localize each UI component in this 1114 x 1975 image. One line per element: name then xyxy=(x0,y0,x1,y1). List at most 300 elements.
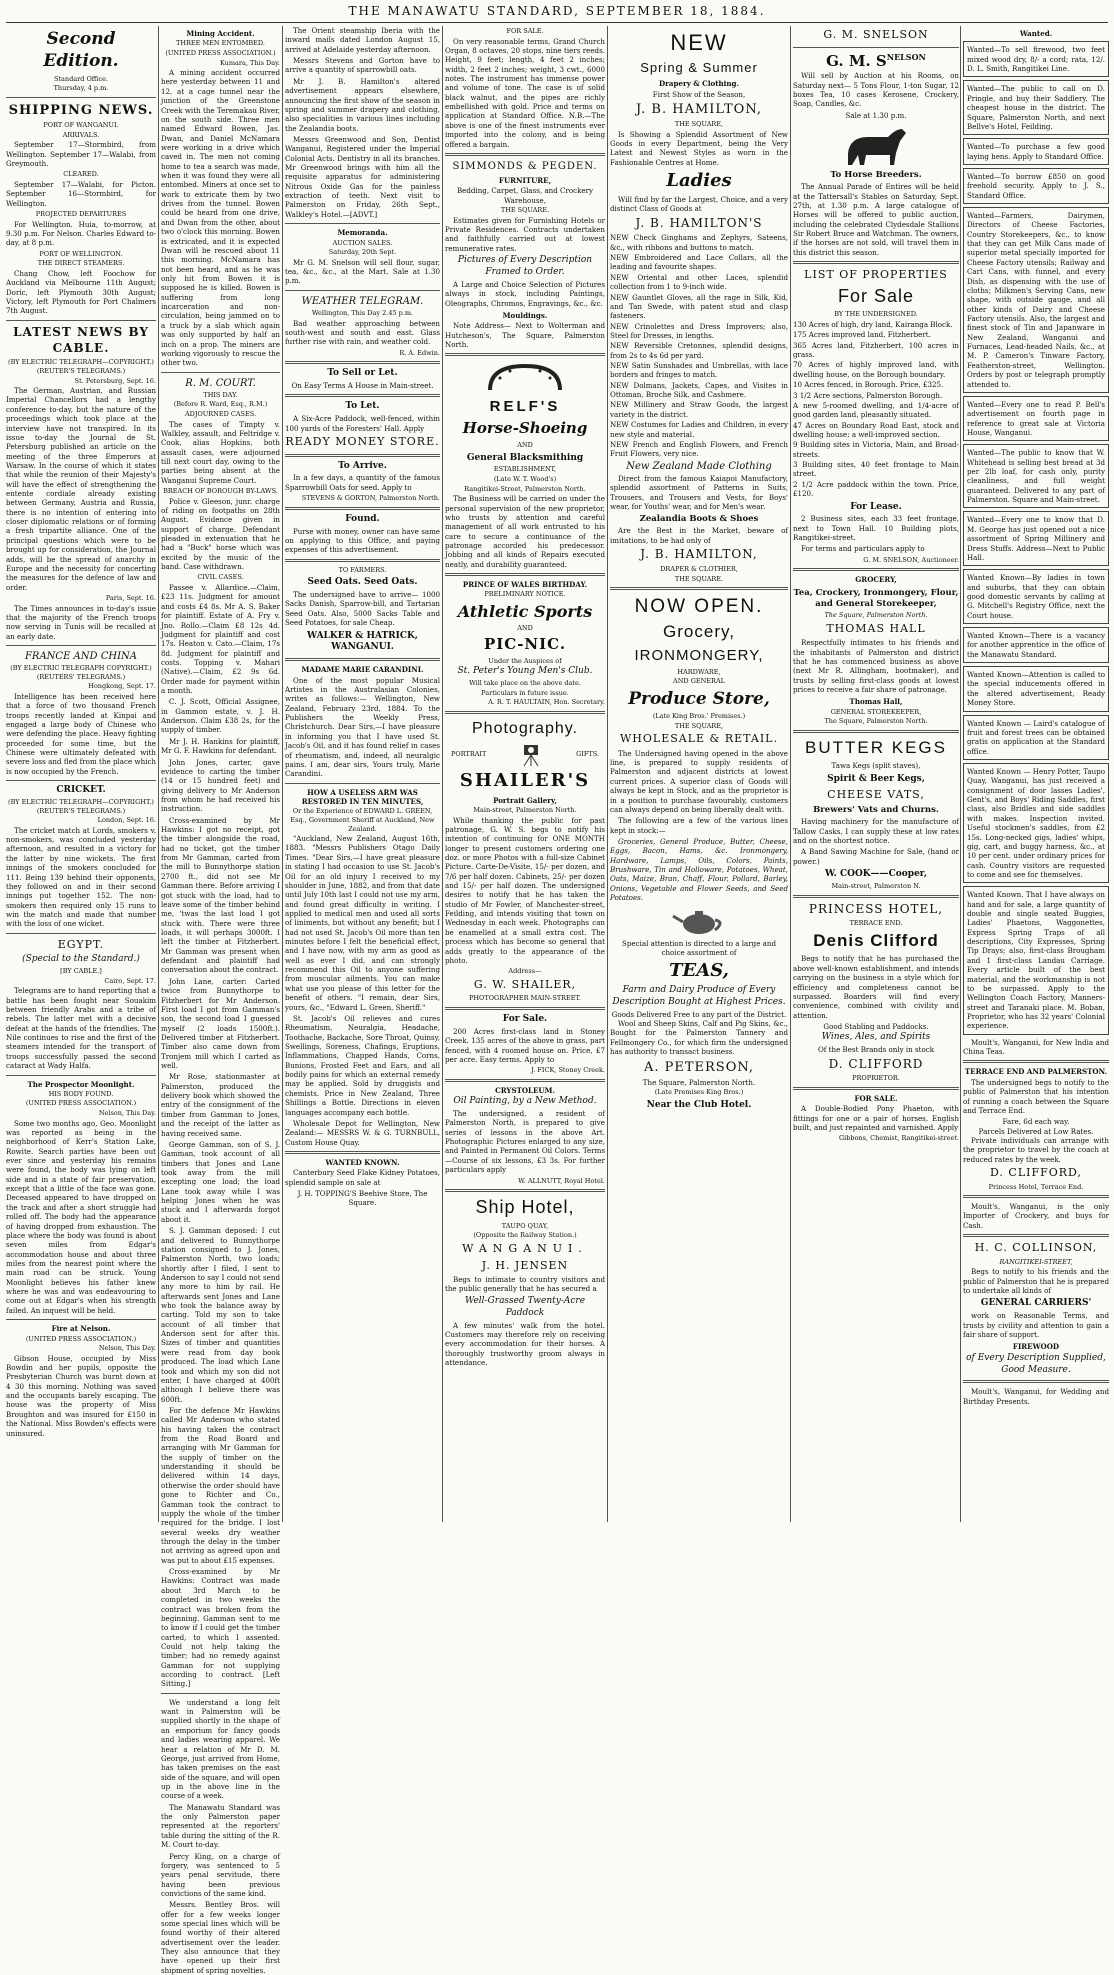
crystoleum-text: The undersigned, a resident of Palmerston North, is prepared to give series of lessons in the above Art. Photographic Pictures enlarged to any size, and Painted in Permanent Oil Colors. Terms—Course of six lessons, £3 3s. For further particulars apply xyxy=(445,1109,605,1175)
property-item: 47 Acres on Boundary Road East, stock and dwelling house; a well-improved section. xyxy=(793,420,959,439)
column-rule xyxy=(282,26,283,1522)
fc-sub: (BY ELECTRIC TELEGRAPH COPYRIGHT.) (REUTERS' TELEGRAMS.) xyxy=(10,664,152,681)
farmers-title: TO FARMERS. xyxy=(338,565,387,574)
new-item: NEW Gauntlet Gloves, all the rage in Silk, Kid, and Tan Swede, with patent stud and clasp fasteners. xyxy=(610,292,788,321)
wanted-ad: Wanted Known — Henry Potter, Taupo Quay, Wanganui, has just received a consignment of door lasses Ladies', Gent's, and Boys' Riding Saddles, first class, also Bridles and side saddles with makes. Inspection invited. Useful stockmen's saddles, from £2 15s. Long-necked gigs, ladies' whips, gig, cart, and buggy harness, &c., at 10 per cent. under ordinary prices for cash. Country visitors are requested to come and see for themselves. xyxy=(963,763,1109,883)
rm-day: THIS DAY. xyxy=(203,390,238,399)
wanted-ad: Wanted—The public to know that W. Whitehead is selling best bread at 3d per 2lb loaf, for cash only, purity cleanliness, and full weight guaranteed. Delivered to any part of Palmerston. Square and Main-street. xyxy=(963,444,1109,508)
brands: Of the Best Brands only in stock xyxy=(817,1045,935,1055)
mining-title: Mining Accident. xyxy=(186,29,255,38)
notice: PRELIMINARY NOTICE. xyxy=(484,590,566,599)
cable-sub: (BY ELECTRIC TELEGRAPH—COPYRIGHT.) (REUTER'S TELEGRAMS.) xyxy=(8,358,154,375)
place: Will take place on the above date. xyxy=(469,678,581,687)
rm-text: Passee v. Allardice.—Claim, £23 11s. Judgment for amount and costs £4 8s. Mr A. S. Baker for plaintiff. Estate of A. Fry v. Jno. Rollo.—Claim £8 12s 4d. Judgment for plaintiff and cost 17s. Heaton v. Cato.—Claim, 17s 8d. Judgment for plaintiff and costs. Topping v. Mahari (Native).—Claim, £2 9s 6d. Order made for payment within a month. xyxy=(161,583,280,696)
pictures-title: Pictures of Every Description Framed to Order. xyxy=(457,255,593,278)
departures-label: PROJECTED DEPARTURES xyxy=(35,210,127,219)
edition-office: Standard Office. xyxy=(53,74,109,83)
opposite: (Opposite the Railway Station.) xyxy=(473,1231,577,1240)
snelson: G. M. SNELSON, Auctioneer. xyxy=(863,555,959,564)
rm-text: The cases of Timpty v. Walkley, assault, and Feltridge v. Cook, alias Hopkins, both assault cases, were adjourned till next court day, owing to the parties being absent at the Wanganui Supreme Court. xyxy=(161,419,280,485)
rm-text: We understand a long felt want in Palmerston will be supplied shortly in the shape of an emporium for fancy goods and ladies wearing apparel. We hear a relation of Mr D. M. George, just arrived from Home, has taken premises on the east side of the square, and will open up in the above line in the course of a week. xyxy=(161,1697,280,1801)
arrivals-label: ARRIVALS. xyxy=(62,130,100,139)
relf-est: ESTABLISHMENT, xyxy=(493,465,557,474)
cricket-sub: (BY ELECTRIC TELEGRAPH—COPYRIGHT.) (REUTER'S TELEGRAMS.) xyxy=(8,798,154,815)
lines: Groceries, General Produce, Butter, Cheese, Eggs, Bacon, Hams, &c. Ironmongery, Hardware, Lamps, Oils, Colors, Paints, Brushware, Tin and Holloware, Potatoes, Wheat, Oats, Maize, Bran, Chaff, Flour, Pollard, Barley, Onions, Vegetable and Flower Seeds, and Seed Potatoes. xyxy=(610,837,788,903)
sale-at: Sale at 1.30 p.m. xyxy=(845,110,907,120)
cheese: CHEESE VATS, xyxy=(827,787,925,801)
haultain: A. R. T. HAULTAIN, Hon. Secretary. xyxy=(488,698,605,707)
photo-title: Photography. xyxy=(472,719,578,737)
carriers: GENERAL CARRIERS' xyxy=(980,1298,1092,1309)
cable-title: LATEST NEWS BY CABLE. xyxy=(13,324,149,355)
column-4 xyxy=(445,26,605,1522)
spirit: Spirit & Beer Kegs, xyxy=(827,773,925,784)
wanted-ad: Wanted Known — Laird's catalogue of fruit and forest trees can be obtained gratis on application at the Standard office. xyxy=(963,715,1109,760)
gms: G. M. S xyxy=(826,51,887,70)
peterson: A. PETERSON, xyxy=(643,1059,755,1075)
breeders: To Horse Breeders. xyxy=(830,170,922,181)
peters: St. Peter's Young Men's Club. xyxy=(457,666,593,677)
teas: TEAS, xyxy=(669,960,729,982)
egypt-dateline: Cairo, Sept. 17. xyxy=(104,976,156,985)
cleared-text: September 17—Walabi, for Picton. September 16—Stormbird, for Wellington. xyxy=(6,180,156,208)
mouldings-text: Note Address— Next to Wolterman and Hutcheson's, The Square, Palmerston North. xyxy=(445,321,605,350)
sell-text: On Easy Terms A House in Main-street. xyxy=(291,381,434,391)
particulars: Particulars in future issue. xyxy=(481,688,569,697)
horseshoe-illustration-icon xyxy=(480,360,570,394)
property-item: 10 Acres fenced, in Borough. Price, £325. xyxy=(793,380,944,390)
properties-list xyxy=(793,320,959,498)
peterson-addr: The Square, Palmerston North. xyxy=(642,1077,756,1087)
wanted-ad: Wanted Known—Attention is called to the special inducements offered in the altered advertisement, Ready Money Store. xyxy=(963,666,1109,711)
ladies: Ladies xyxy=(666,170,732,192)
rm-text: Cross-examined by Mr Hawkins: Contract was made about 3rd March to be completed in two weeks the contract was broken from the beginning. Gamman sent to me to know if I could get the timber carted, to which I assented. Could not help taking the timber; had no remedy against Gamman for not supplying according to contract. [Left Sitting.] xyxy=(161,1567,280,1689)
and-general: AND GENERAL xyxy=(673,677,725,686)
column-3 xyxy=(285,26,440,1522)
jensen-text: Begs to intimate to country visitors and the public generally that he has secured a xyxy=(445,1275,605,1294)
steamers-text: Chang Chow, left Foochow for Auckland via Melbourne 11th August; Doric, left Plymouth 30th August; Victory, left Plymouth for Port Chalmers 7th August. xyxy=(6,268,156,316)
column-rule xyxy=(442,26,443,1522)
cricket-title: CRICKET. xyxy=(56,785,106,796)
the-square: THE SQUARE, xyxy=(674,721,724,730)
hall2: Thomas Hall, xyxy=(849,697,903,707)
auction-title: AUCTION SALES. xyxy=(332,238,393,247)
machinery: Having machinery for the manufacture of Tallow Casks, I can supply these at low rates and on the shortest notice. xyxy=(793,817,959,846)
shailer-text: While thanking the public for past patronage, G. W. S. begs to notify his intention of continuing for ONE MONTH longer to present customers ordering one doz. or more Photos with a full-size Cabinet Picture. Carte-De-Visite, 15/- per dozen, and 7/6 per half dozen. Cabinets, 25/- per dozen and 15/- per half dozen. The undersigned desires to notify that he has taken the studio of Mr Fowler, of Manchester-street, Feilding, and intends visiting that town on Wednesday in each week. Photographs can be enamelled at a small extra cost. The process which has become so general that adds greatly to the appearance of the photo. xyxy=(445,815,605,965)
list-title: LIST OF PROPERTIES xyxy=(804,268,948,282)
port-wellington: PORT OF WELLINGTON. xyxy=(39,249,123,258)
useless-sub: Or the Experience of EDWARD L. GREEN, Esq., Government Sheriff at Auckland, New Zealand. xyxy=(290,807,435,833)
proprietor: PROPRIETOR. xyxy=(852,1074,900,1083)
column-6 xyxy=(793,26,959,1522)
egypt-text: Telegrams are to hand reporting that a battle has been fought near Souakim between friendly Arabs and a tribe of rebels. The latter met with a decisive defeat at the hands of the friendlies. The Nile continues to rise and the first of the steamers intended for the transport of troops successfully passed the second cataract at Wady Halfa. xyxy=(6,986,156,1071)
wanted: Wanted. xyxy=(1019,29,1053,38)
fire-text: Gibson House, occupied by Miss Bowdin and her pupils, opposite the Presbyterian Church was burnt down at 4 30 this morning. Nothing was saved and the occupants barely escaping. The house was the property of Miss Broughton and was insured for £150 in the National. Miss Bowden's effects were uninsured. xyxy=(6,1353,156,1438)
spring: Spring & Summer xyxy=(640,60,758,76)
grocery: Grocery, xyxy=(663,622,735,642)
band: A Band Sawing Machine for Sale, (hand or power.) xyxy=(793,847,959,866)
rm-text: C. J. Scott, Official Assignee, in Gammon estate, v. J. H. Anderson. Claim £38 2s, for the supply of timber. xyxy=(161,697,280,735)
grocery-sub: Tea, Crockery, Ironmongery, Flour, and General Storekeeper, xyxy=(793,587,959,609)
gibbons: Gibbons, Chemist, Rangitikei-street. xyxy=(838,1134,959,1143)
terms: For terms and particulars apply to xyxy=(801,544,925,554)
wanted-ad: Wanted—To borrow £850 on good freehold security. Apply to J. S., Standard Office. xyxy=(963,168,1109,204)
walker: WALKER & HATRICK, WANGANUI. xyxy=(307,630,418,653)
furniture-text: Estimates given for Furnishing Hotels or Private Residences. Contracts undertaken and faithfully carried out at lowest remunerative rates. xyxy=(445,215,605,253)
athletic-title: Athletic Sports xyxy=(457,602,593,622)
wanted-ad: Wanted Known. That I have always on hand and for sale, a large quantity of double and single seated Buggies, Ladies' Phaetons, Waggonettes, Express Spring Traps of all descriptions, City Expresses, Spring Tip Drays; also, first-class Brougham and 1 first-class Landau Carriage. Every article built of the best material, and the workmanship is not to be surpassed. Apply to the Wellington Coach Factory, Manners-street and Taranaki place. M. Boban, Proprietor, who has 32 years' Colonial experience. xyxy=(963,886,1109,1034)
orient-text: The Orient steamship Iberia with the inward mails dated London August 15, arrived at Adelaide yesterday afternoon. xyxy=(285,26,440,54)
fire-title: Fire at Nelson. xyxy=(51,1324,111,1334)
edition-time: Thursday, 4 p.m. xyxy=(53,84,109,93)
property-item: 3 Building sites, 40 feet frontage to Main street. xyxy=(793,460,959,479)
wanted-title: WANTED KNOWN. xyxy=(325,1157,400,1167)
paris-text: The Times announces in to-day's issue that the majority of the French troops now serving in Tunis will be recalled at an early date. xyxy=(6,603,156,641)
for-sale: For Sale xyxy=(837,285,915,306)
fc-text: Intelligence has been received here that a force of two thousand French troops recently landed at Kinpai and engaged a large body of Chinese who were defending the place. Heavy fighting proceeded for some time, but the Chinese were ultimately defeated with severe loss and fled from the place which is now occupied by the French. xyxy=(6,691,156,776)
forsale2-text: 200 Acres first-class land in Stoney Creek. 135 acres of the above in grass, part fenced, with 4 roomed house on. Price, £7 per acre. Easy terms. Apply to xyxy=(445,1026,605,1064)
cook: W. COOK——Cooper, xyxy=(824,869,928,880)
mining-text: A mining accident occurred here yesterday between 11 and 12, at a cage tunnel near the junction of the Greenstone Creek with the Teremakau River, on the south side. Three men named Edward Bowen, Jas. Dwan, and Daniel McNamara were working in a drive which caved in. The men not coming home to tea a search was made, when it was found they were all entombed. Miners at once set to work to extricate them by two drives from the tunnel. Bowen could be heard from one drive, and Dwan from the other, about two o'clock this morning. Bowen is extricated, and it is expected Dwan will be rescued about 11 this morning. McNamara has not been heard, and as he was only hit from Bowen it is supposed he is killed. Bowen is suffering from long incarceration and non-circulation, being jammed on to a truck by a slab which again was only supported by half an inch on a prop. The miners are working vigorously to rescue the other two. xyxy=(161,68,280,368)
wanted-ad: Wanted—Farmers, Dairymen, Directors of Cheese Factories, Country Storekeepers, &c., to know that they can get Milk Cans made of superior metal specially imported for Cheese Factory utensils; Railway and Cart Cans, with funnel, and every Dish, as dispensing with the use of cloths; Milkmen's Serving Cans, new shape, with outside gauge, and all other kinds of Dairy and Cheese Factory utensils. Also, the largest and finest stock of Tin and Japanware in New Zealand, Wanganui and Furnaces, Lead-headed Nails, &c., at M. P. Cameron's Tinware Factory, Featherston-street, Wellington. Orders by post or telegraph promptly attended to. xyxy=(963,207,1109,393)
hamilton-text: Is Showing a Splendid Assortment of New Goods in every Department, being the Very Latest and Newest Styles as worn in the Fashionable Centres at Home. xyxy=(610,129,788,167)
hamilton3: J. B. HAMILTON, xyxy=(640,547,758,562)
column-5 xyxy=(610,26,788,1522)
lease-title: For Lease. xyxy=(850,501,902,512)
crystoleum-sub: Oil Painting, by a New Method. xyxy=(453,1096,597,1107)
column-rule xyxy=(960,26,961,1522)
forsale-title: FOR SALE. xyxy=(506,27,544,35)
rangitikei: RANGITIKEI-STREET, xyxy=(999,1257,1073,1266)
masthead-rule xyxy=(6,22,1108,23)
property-item: 70 Acres of highly improved land, with dwelling house, on the Borough boundary. xyxy=(793,360,959,379)
new-item: NEW Oriental and other Laces, splendid collection from 1 to 9-inch wide. xyxy=(610,272,788,292)
first-show: First Show of the Season, xyxy=(652,89,746,99)
rm-bylaws: BREACH OF BOROUGH BY-LAWS. xyxy=(163,487,278,496)
collinson: H. C. COLLINSON, xyxy=(974,1241,1098,1255)
property-item: 2 1/2 Acre paddock within the town. Price, £120. xyxy=(793,479,959,499)
grocery-addr: The Square, Palmerston North. xyxy=(824,611,928,620)
property-item: 365 Acres land, Fitzherbert, 100 acres in grass. xyxy=(793,340,959,360)
property-item: 130 Acres of high, dry land, Kairanga Block. xyxy=(793,320,953,330)
useless-title: HOW A USELESS ARM WAS RESTORED IN TEN MINUTES, xyxy=(301,787,424,806)
masthead: THE MANAWATU STANDARD, SEPTEMBER 18, 1884. xyxy=(348,4,766,18)
forsale2-title: For Sale. xyxy=(502,1013,548,1024)
rm-text: The Manawatu Standard was the only Palmerston paper represented at the reporters' table during the sitting of the R. M. Court to-day. xyxy=(161,1802,280,1850)
special: Special attention is directed to a large and choice assortment of xyxy=(622,938,776,957)
ladies-text: Will find by far the Largest, Choice, and a very distinct Class of Goods at xyxy=(610,194,788,214)
property-item: A new 5-roomed dwelling, and 1/4-acre of good garden land, pleasantly situated. xyxy=(793,400,959,420)
prospector-text: Some two months ago, Geo. Moonlight was reported as being in the neighborhood of Kerr's Station Lake, Rowite. Search parties have been out ever since and yesterday his remains were found, the body was lying on left side and in a state of fair preservation, except that a little of the face was gone. Deceased appeared to have dropped on the track and after a short struggle had rolled off. The body had the appearance of having dropped from exhaustion. The place where the body was found is about seven miles from Edgar's accommodation house and about three miles from the nearest point where the main road can be struck. Young Moonlight believes his father knew where he was and was endeavouring to come out at Edgar's when his strength failed. An inquest will be held. xyxy=(6,1118,156,1315)
furniture-sub: Bedding, Carpet, Glass, and Crockery Warehouse, xyxy=(456,186,594,205)
relf-sub: Horse-Shoeing xyxy=(462,419,588,438)
paris-dateline: Paris, Sept. 16. xyxy=(105,593,156,602)
butter: BUTTER KEGS xyxy=(805,737,947,757)
terrace-text: The undersigned begs to notify to the public of Palmerston that his intention of running a coach between the Square and Terrace End. xyxy=(963,1077,1109,1115)
relf-text: The Business will be carried on under the personal supervision of the new proprietor, who trusts by attention and careful management of all work entrusted to his care to secure a continuance of the patronage accorded his predecessor. Jobbing and all kinds of Repairs executed neatly, and durability guaranteed. xyxy=(445,494,605,569)
weather-sign: R. A. Edwin. xyxy=(399,348,440,357)
hamilton: J. B. HAMILTON, xyxy=(635,101,763,117)
column-2 xyxy=(161,26,280,1975)
picnic: PIC-NIC. xyxy=(483,634,567,653)
draper: DRAPER & CLOTHIER, xyxy=(660,565,738,574)
mining-sub: THREE MEN ENTOMBED. xyxy=(176,39,265,48)
wanted-ad: Wanted—Every one to know that D. M. George has just opened out a nice assortment of Spring Millinery and Dress Stuffs. Address—Next to Public Hall. xyxy=(963,511,1109,566)
zealandia-title: Zealandia Boots & Shoes xyxy=(639,514,759,525)
teapot-illustration-icon xyxy=(669,906,729,936)
auction-date: Saturday, 20th Sept. xyxy=(328,248,397,257)
gifts: GIFTS. xyxy=(576,749,599,758)
new-item: NEW Dolmans, Jackets, Capes, and Visites in Ottoman, Broche Silk, and Cashmere. xyxy=(610,380,788,400)
relf-title: RELF'S xyxy=(489,398,561,416)
property-item: 9 Building sites in Victoria, Main, and Broad-streets. xyxy=(793,440,959,459)
let-title: To Let. xyxy=(345,401,380,412)
rm-text: Cross-examined by Mr Hawkins: I got no receipt, got the timber alongside the road, had no ticket, got the timber from Mr Gamman, carted from the mill to Bunnythorpe station 2700 ft., did not see Mr Gamman there. Before arriving I got stuck with the load, had to leave some of the timber behind me, 'twas the last load I got stuck with. There were three loads, it will perhaps 3000ft. I left the timber at Fitzherbert. Mr Gamman was present when defendant and plaintiff had conversation about the contract. xyxy=(161,815,280,975)
mouldings-title: Mouldings. xyxy=(502,311,548,320)
allnutt: W. ALLNUTT, Royal Hotel. xyxy=(518,1176,605,1185)
new-item: NEW Check Ginghams and Zephyrs, Sateens, &c., with ribbons and buttons to match. xyxy=(610,233,788,252)
relf-addr: Rangitikei-Street, Palmerston North. xyxy=(464,484,586,493)
carandini-title: MADAME MARIE CARANDINI. xyxy=(301,665,424,675)
rm-text: Mr J. H. Hankins for plaintiff, Mr G. F. Hawkins for defendant. xyxy=(161,736,280,756)
snelson-head: G. M. SNELSON xyxy=(823,28,929,41)
cricket-text: The cricket match at Lords, smokers v. non-smokers, was concluded yesterday afternoon, and resulted in a victory for the latter by nine wickets. The first innings of the smokers concluded for 111. Being 139 behind their opponents, they followed on and in their second innings put together 152. The non-smokers then required only 15 runs to win the match and made that number with the loss of one wicket. xyxy=(6,825,156,929)
athletic-and: AND xyxy=(517,624,533,633)
edition-title: Second Edition. xyxy=(43,29,119,72)
rm-adj: ADJOURNED CASES. xyxy=(184,409,257,418)
arrive-text: In a few days, a quantity of the famous Sparrowbill Oats for seed. Apply to xyxy=(285,473,440,492)
photographer: PHOTOGRAPHER MAIN-STREET. xyxy=(469,994,581,1003)
cricket-dateline: London, Sept. 16. xyxy=(97,816,156,825)
the-square: THE SQUARE, xyxy=(674,120,724,129)
wines: Wines, Ales, and Spirits xyxy=(821,1032,931,1043)
rm-text: For the defence Mr Hawkins called Mr Anderson who stated his having taken the contract from the Road Board and arranging with Mr Gamman for the supply of timber on the understanding it should be delivered within 14 days, otherwise the order should have gone to Richter and Co., Gamman took the contract to supply the whole of the timber required for the bridge. I lost several weeks dry weather through the delay in the timber not arriving as agreed upon and was put to about £15 expenses. xyxy=(161,1405,280,1565)
organ-text: On very reasonable terms, Grand Church Organ, 8 octaves, 20 stops, nine tiers reeds. Height, 9 feet; length, 4 feet 2 inches; width, 2 feet 2 inches; weight, 3 cwt., 6000 notes. The instrument has immense power and volume of tone. The case is of solid black walnut, and the pipes are richly embellished with gold. Price and terms on application at Standard Office. N.B.—The above is one of the finest instruments ever imported into the colony, and is being offered a bargain. xyxy=(445,36,605,149)
following: The following are a few of the various lines kept in stock:— xyxy=(610,816,788,835)
simmonds: SIMMONDS & PEGDEN. xyxy=(452,160,598,172)
memo-title: Memoranda. xyxy=(337,228,388,238)
rm-text: John Lane, carter: Carted twice from Bunnythorpe to Fitzherbert for Mr Anderson. First load I got from Gamman's son, the second load I guessed myself (2 loads 1500ft.). Delivered timber at Fitzherbert. Timber also came down from Tronjem mill which I carted as well. xyxy=(161,976,280,1071)
stabling: Good Stabling and Paddocks. xyxy=(823,1021,929,1031)
cook-addr: Main-street, Palmerston N. xyxy=(831,882,921,891)
steamers-label: THE DIRECT STEAMERS. xyxy=(37,259,125,268)
tawa: Tawa Kegs (split staves), xyxy=(831,761,921,771)
nz-title: New Zealand Made Clothing xyxy=(626,460,772,472)
wanted-ad: Wanted Known—There is a vacancy for another apprentice in the office of the Manawatu Standard. xyxy=(963,627,1109,663)
wanted-text: Canterbury Seed Flake Kidney Potatoes, splendid sample on sale at xyxy=(285,1168,440,1187)
wanted-ad: Wanted—Every one to read P. Bell's advertisement on fourth page in reference to great sale at Victoria House, Wanganui. xyxy=(963,396,1109,441)
column-rule xyxy=(158,26,159,1522)
prince-title: PRINCE OF WALES BIRTHDAY. xyxy=(462,580,588,590)
ship-title: Ship Hotel, xyxy=(475,1197,575,1218)
rm-text: Mr Rose, stationmaster at Palmerston, produced the delivery book which showed the entry of the consignment of the timber from Gamman to Jones, and the receipt of the latter as having received same. xyxy=(161,1072,280,1138)
horse-illustration-icon xyxy=(836,123,916,167)
zealandia-text: Are the Best in the Market, beware of imitations, to be had only of xyxy=(610,526,788,545)
hamilton-text: Mr J. B. Hamilton's altered advertisement appears elsewhere, announcing the first show of the season in spring and summer drapery and clothing, also specialities in various lines including the Zealandia boots. xyxy=(285,76,440,133)
fire-dateline: Nelson, This Day. xyxy=(98,1344,156,1353)
found-text: Purse with money, owner can have same on applying to this Office, and paying expenses of this advertisement. xyxy=(285,526,440,555)
ship-text: A few minutes' walk from the hotel. Customers may therefore rely on receiving every accommodation for their horses. A thoroughly trustworthy groom always in attendance. xyxy=(445,1320,605,1367)
departures-text: For Wellington. Huia, to-morrow, at 9.30 p.m. For Nelson. Charles Edward to-day, at 8 p.m. xyxy=(6,219,156,248)
wanted-ad: Wanted—To sell firewood, two feet mixed wood dry, 8/- a cord; rata, 12/. D. L. Smith, Rangitikei Line. xyxy=(963,41,1109,77)
new-item: NEW Crinolettes and Dress Improvers; also, Steel for Dresses, in lengths. xyxy=(610,321,788,340)
column-rule xyxy=(607,26,608,1522)
by: BY THE UNDERSIGNED. xyxy=(834,310,918,319)
gallery: Portrait Gallery, xyxy=(493,795,557,805)
moults3: Moult's, Wanganui, is the only Importer of Crockery, and buys for Cash. xyxy=(963,1202,1109,1230)
firewood-text: of Every Description Supplied, Good Measure. xyxy=(966,1352,1106,1375)
furniture-title: FURNITURE, xyxy=(498,176,552,186)
relf-and: AND xyxy=(517,441,533,450)
arrive-sign: STEVENS & GORTON, Palmerston North. xyxy=(301,494,440,503)
relf-late: (Late W. T. Wood's) xyxy=(493,475,557,484)
hall-text: Respectfully intimates to his friends and the inhabitants of Palmerston and district that he has commenced business as above (next Mr R. Allingham, bootmaker), and trusts by selling first-class goods at lowest prices to receive a fair share of patronage. xyxy=(793,638,959,695)
firewood: FIREWOOD xyxy=(1012,1342,1060,1352)
square: THE SQUARE. xyxy=(500,206,550,215)
hall: THOMAS HALL xyxy=(826,621,926,635)
hardware: HARDWARE, xyxy=(677,667,721,676)
late-king: (Late King Bros.' Premises.) xyxy=(652,712,746,721)
cable-text: The German, Austrian, and Russian Imperial Chancellors had a lengthy conference to-day, but the nature of the proceedings which took place at the interview have not transpired. In its issue to-day the Journal de St. Petersburg published an article on the meeting of the three Emperors at Warsaw. In the course of which it states that while the reunion of their Majesty's will have the effect of strengthening the entente cordiale already existing between Germany, Austria and Russia, there is no intention of entering into closer diplomatic relations or of forming a fresh tripartite alliance. One of the principal questions which were to be brought up for consideration, the Journal adds, will be the spread of anarchy in Europe and the necessity for concerting the measures for the defence of law and order. xyxy=(6,386,156,592)
rm-text: John Jones, carter, gave evidence to carting the timber (14 or 15 hundred feet) and giving delivery to Mr Anderson from whom he had received his instruction. xyxy=(161,757,280,814)
carriers-text: work on Reasonable Terms, and trusts by civility and attention to gain a fair share of support. xyxy=(963,1311,1109,1339)
mining-dateline: Kumara, This Day. xyxy=(219,58,280,67)
clifford2: D. CLIFFORD xyxy=(828,1056,924,1071)
auction-text: Mr G. M. Snelson will sell flour, sugar, tea, &c., &c., at the Mart. Sale at 1.30 p.m. xyxy=(285,257,440,286)
the-square: THE SQUARE. xyxy=(674,574,724,583)
column-7 xyxy=(963,26,1109,1522)
produce: Produce Store, xyxy=(628,688,770,709)
topping: J. H. TOPPING'S Beehive Store, The Square. xyxy=(297,1189,428,1208)
prospector-sub: HIS BODY FOUND. xyxy=(48,1089,114,1098)
crystoleum-title: CRYSTOLEUM. xyxy=(495,1085,555,1095)
parcels: Parcels Delivered at Low Rates. xyxy=(978,1126,1094,1136)
club: Near the Club Hotel. xyxy=(646,1099,752,1110)
storekeeper: GENERAL STOREKEEPER, xyxy=(830,707,922,716)
column-rule xyxy=(790,26,791,1522)
jacobs-depot: Wholesale Depot for Wellington, New Zealand:— MESSRS W. & G. TURNBULL, Custom House Quay. xyxy=(285,1118,440,1147)
wanted-ad: Wanted—The public to call on D. Pringle, and buy their Saddlery. The cheapest house in the district. The Square, Palmerston North, and next Bellve's Hotel, Feilding. xyxy=(963,80,1109,135)
rm-civil: CIVIL CASES. xyxy=(197,573,244,582)
private: Private individuals can arrange with the proprietor to travel by the coach at reduced rates by the week. xyxy=(963,1135,1109,1164)
jacobs-text: St. Jacob's Oil relieves and cures Rheumatism, Neuralgia, Headache, Toothache, Backache, Sore Throat, Quinsy, Swellings, Soreness, Chafings, Eruptions, Inflammations, Chapped Hands, Corns, Bunions, Frosted Feet and Ears, and all bodily pains for which an external remedy may be applied. Sold by druggists and chemists. Price in New Zealand, Three Shillings a Bottle. Directions in eleven languages accompany each bottle. xyxy=(285,1013,440,1117)
new-item: NEW Embroidered and Lace Collars, all the leading and favourite shapes. xyxy=(610,253,788,272)
farm: Farm and Dairy Produce of Every Description Bought at Highest Prices. xyxy=(612,984,786,1007)
clifford: D. CLIFFORD, xyxy=(990,1166,1082,1180)
clifford-hotel: Princess Hotel, Terrace End. xyxy=(988,1182,1084,1191)
oats-text: The undersigned have to arrive— 1000 Sacks Danish, Sparrow-bill, and Tartarian Seed Oats. Also, 5000 Sacks Table and Seed Potatoes, for sale Cheap. xyxy=(285,590,440,628)
new-items-list xyxy=(610,233,788,458)
dentist-text: Messrs Greenwood and Son, Dentist Wanganui, Registered under the Imperial Colonial Acts. Dentistry in all its branches. Mr Greenwood brings with him all the requisite apparatus for administering Nitrous Oxide Gas for the painless extraction of teeth. Next visit to Palmerston on Friday, 26th Sept., Walkley's Hotel.—[ADVT.] xyxy=(285,134,440,219)
gw-shailer: G. W. SHAILER, xyxy=(473,977,577,991)
portrait: PORTRAIT xyxy=(451,749,487,758)
prospector-assoc: (UNITED PRESS ASSOCIATION.) xyxy=(25,1099,137,1108)
rm-text: Police v. Gleeson, junr. charge of riding on footpaths on 28th August. Evidence given in support of charge. Defendant pleaded in extenuation that he had a "Buck" horse which was excited by the music of the band. Case withdrawn. xyxy=(161,496,280,572)
ironmongery: IRONMONGERY, xyxy=(634,646,764,664)
property-item: 175 Acres improved land, Fitzherbert. xyxy=(793,330,931,340)
storekeeper-addr: The Square, Palmerston North. xyxy=(824,717,928,726)
fare: Fare, 6d each way. xyxy=(1002,1117,1070,1127)
shipping-title: SHIPPING NEWS. xyxy=(8,103,154,119)
drapery: Drapery & Clothing. xyxy=(659,79,739,89)
stevens-text: Messrs Stevens and Gorton have to arrive a quantity of sparrowbill oats. xyxy=(285,56,440,75)
rm-text: Messrs. Bentley Bros. will offer for a few weeks longer some special lines which will be found worthy of their altered advertisement over the leader. They also announce that they have opened up their first shipment of spring novelties. xyxy=(161,1900,280,1975)
arrivals-text: September 17—Stormbird, from Wellington. September 17—Walabi, from Greymouth. xyxy=(6,140,156,169)
money-store: READY MONEY STORE. xyxy=(285,435,440,449)
lease-text: 2 Business sites, each 33 feet frontage, next to Town Hall. 10 Building plots, Rangitikei-street. xyxy=(793,514,959,543)
fc-dateline: Hongkong, Sept. 17. xyxy=(88,682,156,691)
princess: PRINCESS HOTEL, xyxy=(808,901,944,916)
egypt-title: EGYPT. xyxy=(57,937,105,951)
taupo: TAUPO QUAY, xyxy=(501,1221,549,1230)
let-text: A Six-Acre Paddock, well-fenced, within 100 yards of the Foresters' Hall. Apply xyxy=(285,414,440,433)
fick: J. FICK, Stoney Creek. xyxy=(531,1066,605,1075)
nz-text: Direct from the famous Kaiapoi Manufactory, splendid assortment of Patterns in Suits, Trousers, and Trousers and Vests, for Boys' wear, for Youths' wear, and for Men's wear. xyxy=(610,473,788,511)
wanganui: WANGANUI. xyxy=(462,1242,588,1256)
moults: Moult's, Wanganui, for New India and China Teas. xyxy=(963,1037,1109,1057)
egypt-by: [BY CABLE.] xyxy=(60,967,102,976)
new-item: NEW French and English Flowers, and French Fruit Flowers, very nice. xyxy=(610,439,788,459)
rm-title: R. M. COURT. xyxy=(185,377,256,389)
shailer-title: SHAILER'S xyxy=(459,769,591,791)
carandini-text: One of the most popular Musical Artistes in the Australasian Colonies, writes as follows:— Wellington, New Zealand, February 23rd, 1884. To the Publishers the Weekly Press, Christchurch. Dear Sirs,—I have pleasure in informing you that I have used St. Jacob's Oil, and it has found relief in cases of rheumatism, and, indeed, all neuralgic pains. I am, dear sirs, Yours truly, Marie Carandini. xyxy=(285,675,440,779)
grocery-title: GROCERY, xyxy=(855,575,897,585)
clifford-text: Begs to notify that he has purchased the above well-known establishment, and intends carrying on the business in a style which for efficiency and completeness cannot be surpassed. Boarders will find every convenience, combined with civility and attention. xyxy=(793,954,959,1020)
gallery-addr: Main-street, Palmerston North. xyxy=(473,805,577,814)
oats-title: Seed Oats. Seed Oats. xyxy=(307,577,418,588)
peterson-late: (Late Premises King Bros.) xyxy=(654,1088,744,1097)
wholesale: WHOLESALE & RETAIL. xyxy=(620,732,778,746)
rm-text: S. J. Gamman deposed: I cut and delivered to Bunnythorpe station consigned to J. Jones, Palmerston North, two loads; shortly after I filed, I sent to Anderson to say I could not send any more to him by rail. He afterwards sent Jones and Lane who took the balance away by carting. Told my son to take account of all timber that Anderson sent for after this. Sizes of timber and quantities were read from day book produced. The load which Lane took and which my son did not enter, I have charged at 400ft although I believe there was 600ft. xyxy=(161,1226,280,1404)
pictures-text: A Large and Choice Selection of Pictures always in stock, including Paintings, Oleographs, Chromos, Engravings, &c., &c. xyxy=(445,279,605,308)
port-wanganui: PORT OF WANGANUI. xyxy=(43,121,119,130)
arrive-title: To Arrive. xyxy=(338,460,387,471)
wanted-ad: Wanted—To purchase a few good laying hens. Apply to Standard Office. xyxy=(963,138,1109,165)
clifford: Denis Clifford xyxy=(813,931,939,951)
cable-dateline: St. Petersburg, Sept. 16. xyxy=(74,376,156,385)
wanted-ad: Wanted Known—By ladies in town and suburbs, that they can obtain good domestic servants by calling at G. Mitchell's Registry Office, next the Court house. xyxy=(963,569,1109,624)
delivered: Goods Delivered Free to any part of the District. xyxy=(611,1009,787,1019)
phaeton: A Double-Bodied Pony Phaeton, with fittings for one or a pair of horses, English built, and just repainted and varnished. Apply xyxy=(793,1104,959,1133)
forsale: FOR SALE. xyxy=(854,1093,898,1103)
property-item: 3 1/2 Acre sections, Palmerston Borough. xyxy=(793,390,943,400)
now-open: NOW OPEN. xyxy=(634,596,764,618)
nelson: NELSON xyxy=(886,51,926,62)
weather-dateline: Wellington, This Day 2.45 p.m. xyxy=(311,308,414,317)
hamilton2: J. B. HAMILTON'S xyxy=(635,215,763,230)
camera-icon xyxy=(518,741,544,767)
jensen: J. H. JENSEN xyxy=(481,1258,569,1272)
new-item: NEW Millinery and Straw Goods, the largest variety in the district. xyxy=(610,400,788,419)
terrace: TERRACE END. xyxy=(849,919,903,928)
produce-text: The Undersigned having opened in the above line, is prepared to supply residents of Palmerston and adjacent districts at lowest current prices. A superior class of Goods will always be kept in Stock, and as the proprietor is in a position to purchase favourably, customers can always depend on being liberally dealt with. xyxy=(610,748,788,814)
useless-text: "Auckland, New Zealand, August 16th, 1883. "Messrs Publishers Otago Daily Times. "Dear Sirs,—I have great pleasure in stating I had occasion to use St. Jacob's Oil for an old injury I received to my shoulder in June, 1882, and from that date until July 10th last I could not use my arm, and found great difficulty in writing. I applied to medical men and used all sorts of liniments, but without any benefit; but I had not used St. Jacob's Oil more than ten minutes before I felt the beneficial effect, and I have now, with my arm as good as well as ever I did, and can strongly recommend this Oil to anyone suffering from muscular ailments. You can make what use you please of this letter for the benefit of others. "I remain, dear Sirs, yours, &c., "Edward L. Green, Sheriff." xyxy=(285,834,440,1012)
relf-smith: General Blacksmithing xyxy=(466,452,584,463)
new-item: NEW Satin Sunshades and Umbrellas, with lace borders and fringes to match. xyxy=(610,361,788,380)
address: Address— xyxy=(508,967,542,976)
sell-title: To Sell or Let. xyxy=(327,368,398,379)
found-title: Found. xyxy=(345,513,380,524)
wool: Wool and Sheep Skins, Calf and Pig Skins, &c., Bought for the Palmerston Tannery and Fellmongery Co., for which firm the undersigned has authority to transact business. xyxy=(610,1019,788,1057)
fire-assoc: (UNITED PRESS ASSOCIATION.) xyxy=(25,1334,137,1343)
prospector-dateline: Nelson, This Day. xyxy=(98,1109,156,1118)
column-1 xyxy=(6,26,156,1522)
new-title: NEW xyxy=(670,30,728,55)
brewers: Brewers' Vats and Churns. xyxy=(813,805,939,816)
egypt-sub: (Special to the Standard.) xyxy=(22,954,140,965)
prospector-title: The Prospector Moonlight. xyxy=(27,1079,135,1089)
weather-text: Bad weather approaching between south-west and south and east. Glass further rise with rain, and weather cold. xyxy=(285,318,440,347)
